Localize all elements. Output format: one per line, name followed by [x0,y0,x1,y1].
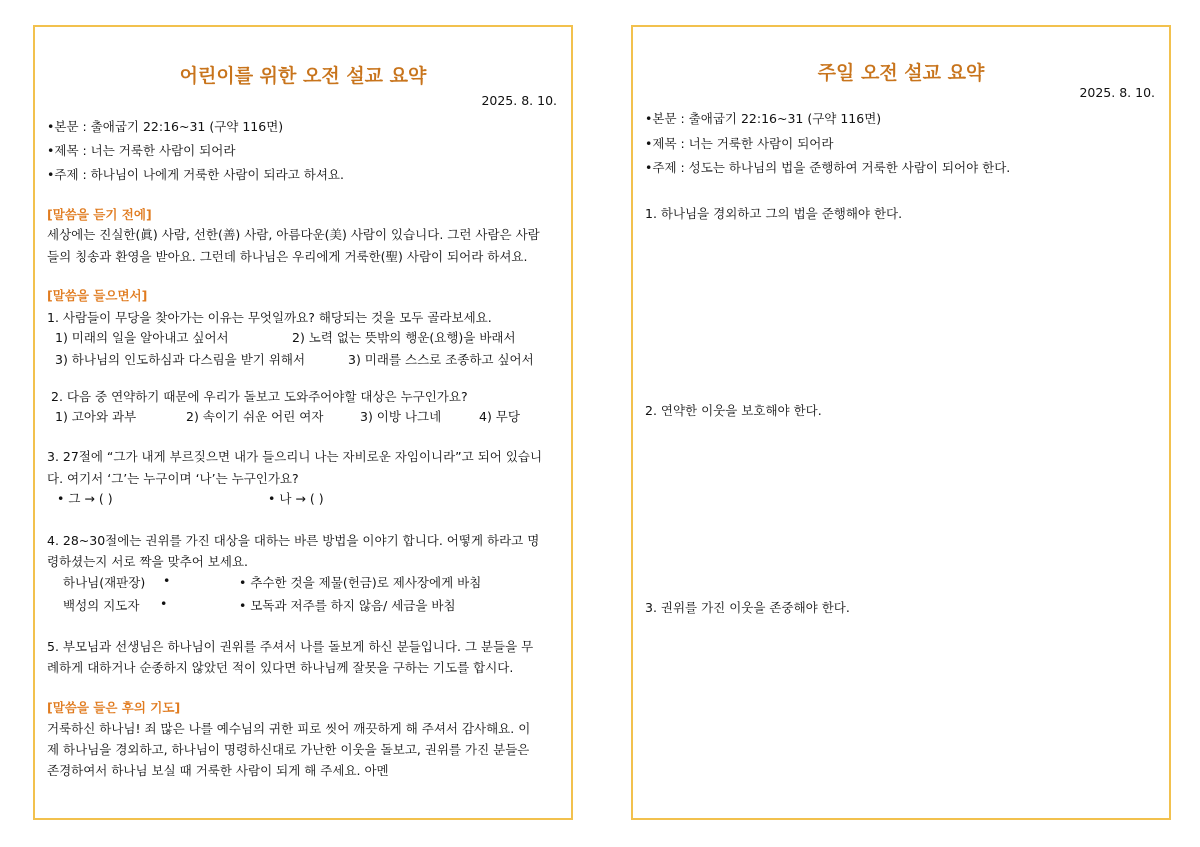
subject-line: •제목 : 너는 거룩한 사람이 되어라 [645,136,834,151]
prayer-line-2: 제 하나님을 경외하고, 하나님이 명령하신대로 가난한 이웃을 돌보고, 권위를 가진 분들은 [47,742,530,757]
q2-option-4: 4) 무당 [479,409,520,424]
q1-option-2: 2) 노력 없는 뜻밖의 행운(요행)을 바래서 [292,330,516,345]
question-3-line-2: 다. 여기서 ‘그’는 누구이며 ‘나’는 누구인가요? [47,471,299,486]
q3-blank-i: • 나 → ( ) [268,491,324,506]
q4-right-1: • 추수한 것을 제물(헌금)로 제사장에게 바침 [239,575,482,590]
before-line-1: 세상에는 진실한(眞) 사람, 선한(善) 사람, 아름다운(美) 사람이 있습니다. 그런 사람은 사람 [47,227,540,242]
scripture-line: •본문 : 출애굽기 22:16~31 (구약 116면) [47,119,284,134]
question-4-line-1: 4. 28~30절에는 권위를 가진 대상을 대하는 바른 방법을 이야기 합니다. 어떻게 하라고 명 [47,533,540,548]
q2-option-3: 3) 이방 나그네 [360,409,442,424]
section-before-heading: [말씀을 듣기 전에] [47,207,152,222]
subject-line: •제목 : 너는 거룩한 사람이 되어라 [47,143,236,158]
q3-blank-he: • 그 → ( ) [57,491,113,506]
before-line-2: 들의 칭송과 환영을 받아요. 그런데 하나님은 우리에게 거룩한(聖) 사람이 되어라 하셔요. [47,249,528,264]
prayer-line-3: 존경하여서 하나님 보실 때 거룩한 사람이 되게 해 주세요. 아멘 [47,763,389,778]
q4-dot-2: • [160,596,168,611]
theme-line: •주제 : 하나님이 나에게 거룩한 사람이 되라고 하셔요. [47,167,344,182]
q2-option-2: 2) 속이기 쉬운 어린 여자 [186,409,324,424]
q4-dot-1: • [163,573,171,588]
sermon-date: 2025. 8. 10. [481,93,557,108]
sermon-point-3: 3. 권위를 가진 이웃을 존중해야 한다. [645,600,850,615]
sermon-point-1: 1. 하나님을 경외하고 그의 법을 준행해야 한다. [645,206,903,221]
q4-left-2: 백성의 지도자 [63,598,140,613]
q1-option-3: 3) 하나님의 인도하심과 다스림을 받기 위해서 [55,352,306,367]
q4-left-1: 하나님(재판장) [63,575,146,590]
section-after-heading: [말씀을 들은 후의 기도] [47,700,181,715]
question-2: 2. 다음 중 연약하기 때문에 우리가 돌보고 도와주어야할 대상은 누구인가요? [51,389,468,404]
q1-option-1: 1) 미래의 일을 알아내고 싶어서 [55,330,229,345]
section-during-heading: [말씀을 들으면서] [47,288,148,303]
children-sermon-page [33,25,573,820]
theme-line: •주제 : 성도는 하나님의 법을 준행하여 거룩한 사람이 되어야 한다. [645,160,1011,175]
question-5-line-2: 례하게 대하거나 순종하지 않았던 적이 있다면 하나님께 잘못을 구하는 기도를 합시다. [47,660,514,675]
prayer-line-1: 거룩하신 하나님! 죄 많은 나를 예수님의 귀한 피로 씻어 깨끗하게 해 주셔서 감사해요. 이 [47,721,531,736]
page-title: 어린이를 위한 오전 설교 요약 [179,65,427,87]
q1-option-4: 3) 미래를 스스로 조종하고 싶어서 [348,352,534,367]
page-title: 주일 오전 설교 요약 [817,62,985,84]
adult-sermon-page [631,25,1171,820]
sermon-point-2: 2. 연약한 이웃을 보호해야 한다. [645,403,822,418]
q2-option-1: 1) 고아와 과부 [55,409,137,424]
sermon-date: 2025. 8. 10. [1079,85,1155,100]
question-5-line-1: 5. 부모님과 선생님은 하나님이 권위를 주셔서 나를 돌보게 하신 분들입니다. 그 분들을 무 [47,639,534,654]
q4-right-2: • 모독과 저주를 하지 않음/ 세금을 바침 [239,598,456,613]
question-3-line-1: 3. 27절에 “그가 내게 부르짖으면 내가 들으리니 나는 자비로운 자임이니라”고 되어 있습니 [47,449,543,464]
scripture-line: •본문 : 출애굽기 22:16~31 (구약 116면) [645,111,882,126]
question-1: 1. 사람들이 무당을 찾아가는 이유는 무엇일까요? 해당되는 것을 모두 골라보세요. [47,310,492,325]
question-4-line-2: 령하셨는지 서로 짝을 맞추어 보세요. [47,554,248,569]
